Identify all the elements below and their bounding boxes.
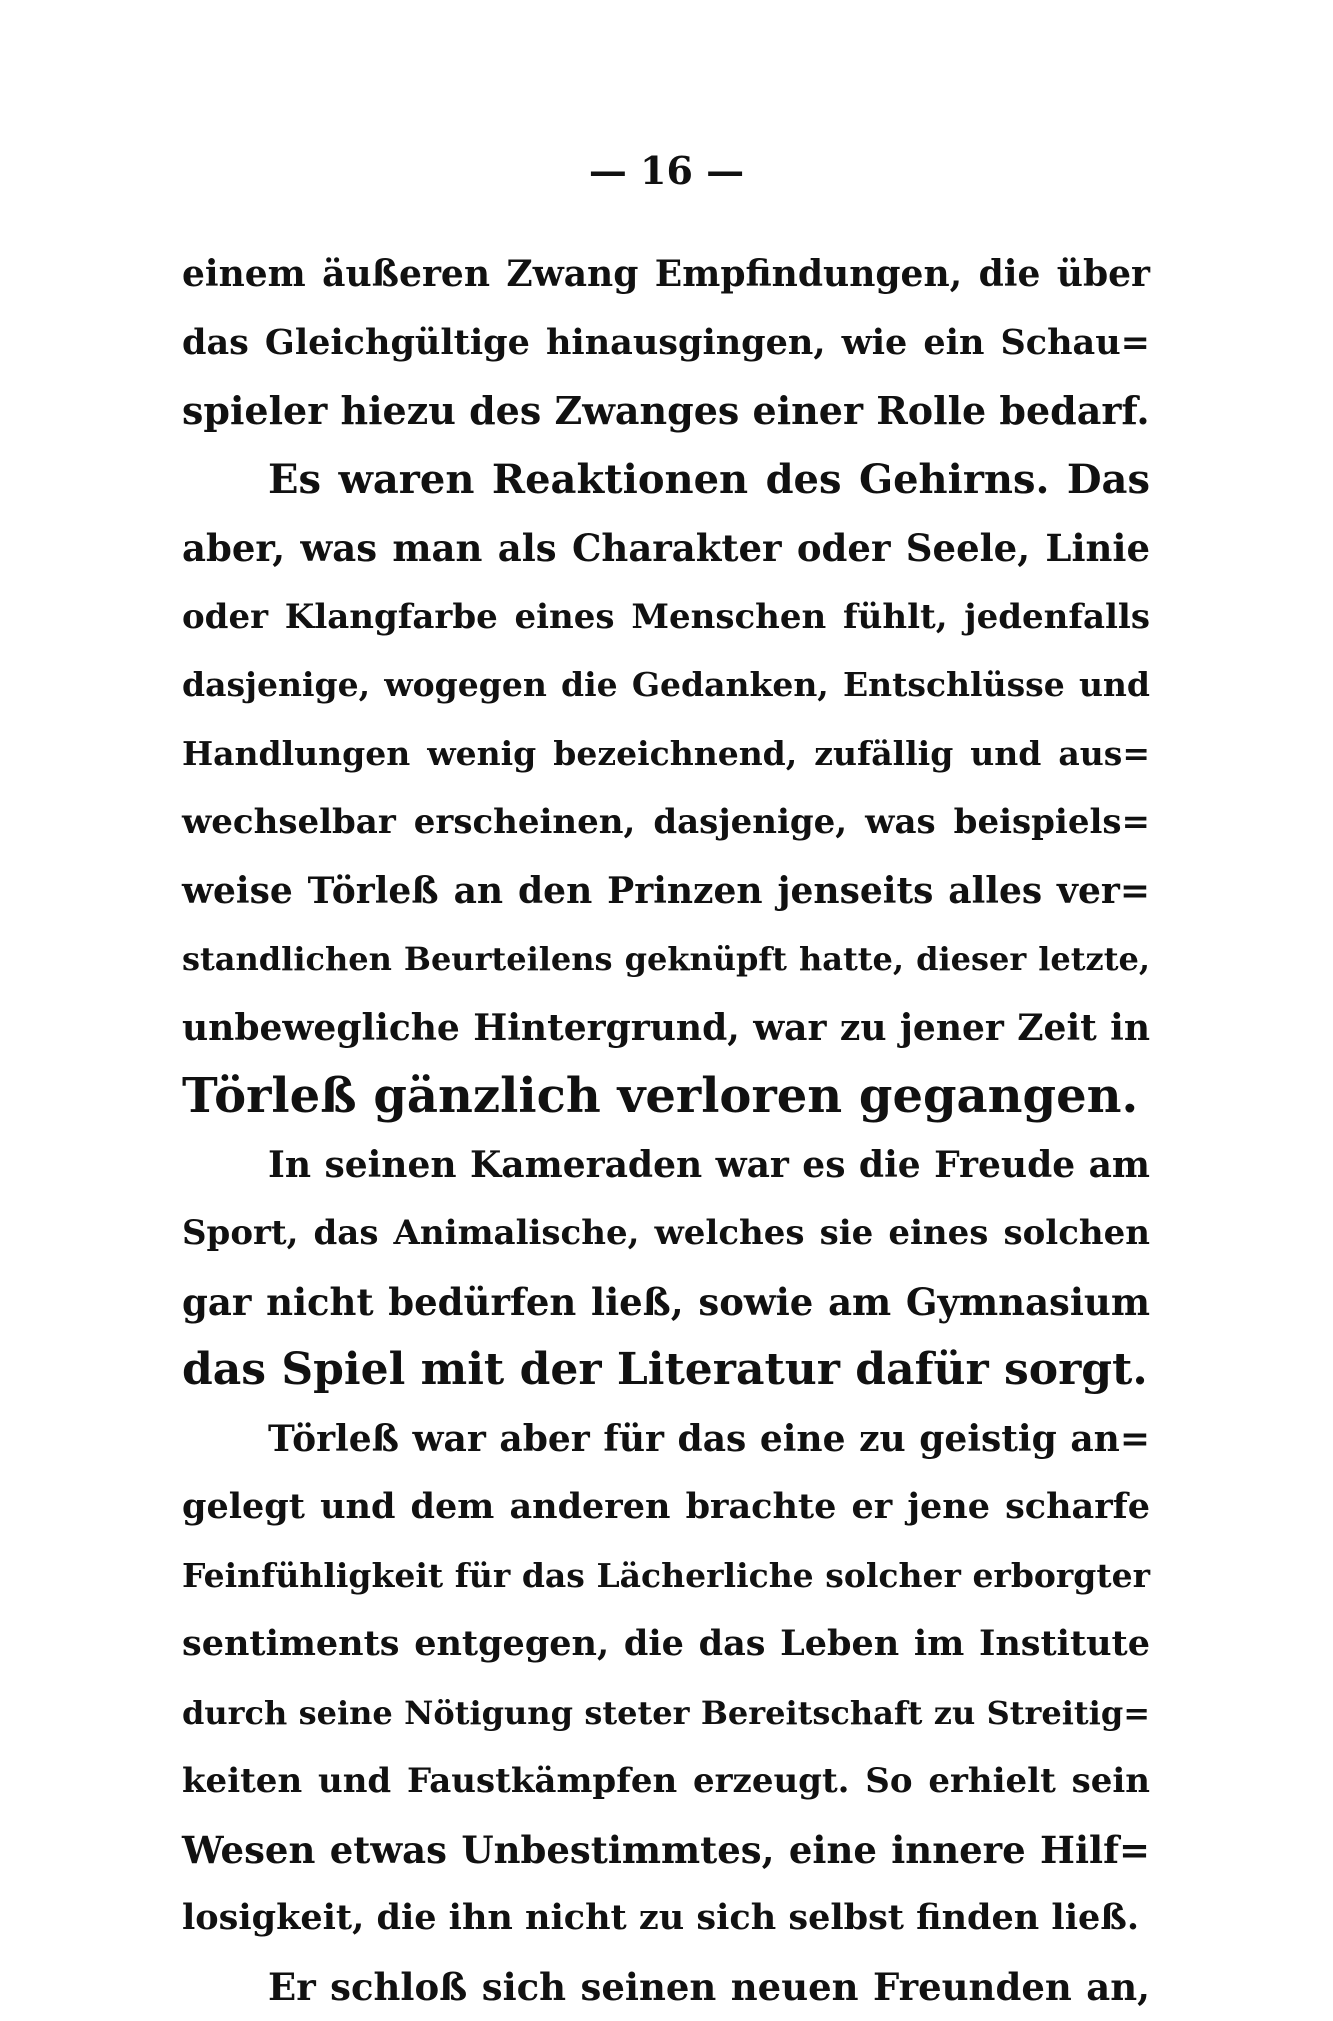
body-text (182, 240, 1150, 2021)
text-line: dasjenige, wogegen die Gedanken, Entschlüsse und (182, 651, 1150, 720)
text-line: losigkeit, die ihn nicht zu sich selbst finden ließ. (182, 1884, 1150, 1953)
text-line: Handlungen wenig bezeichnend, zufällig und aus= (182, 720, 1150, 789)
text-line: keiten und Faustkämpfen erzeugt. So erhielt sein (182, 1747, 1150, 1816)
text-line: Törleß gänzlich verloren gegangen. (182, 1062, 1150, 1131)
text-line: aber, was man als Charakter oder Seele, Linie (182, 514, 1150, 583)
text-line: standlichen Beurteilens geknüpft hatte, dieser letzte, (182, 925, 1150, 994)
text-line: Törleß war aber für das eine zu geistig an= (182, 1405, 1150, 1474)
text-line: Wesen etwas Unbestimmtes, eine innere Hilf= (182, 1816, 1150, 1885)
text-line: gelegt und dem anderen brachte er jene scharfe (182, 1473, 1150, 1542)
page-number: — 16 — (0, 148, 1333, 193)
text-line: Feinfühligkeit für das Lächerliche solcher erborgter (182, 1542, 1150, 1611)
text-line: unbewegliche Hintergrund, war zu jener Zeit in (182, 994, 1150, 1063)
text-line: Er schloß sich seinen neuen Freunden an, (182, 1953, 1150, 2021)
text-line: wechselbar erscheinen, dasjenige, was beispiels= (182, 788, 1150, 857)
text-line: durch seine Nötigung steter Bereitschaft zu Streitig= (182, 1679, 1150, 1748)
text-line: Sport, das Animalische, welches sie eines solchen (182, 1199, 1150, 1268)
text-line: Es waren Reaktionen des Gehirns. Das (182, 446, 1150, 515)
text-line: In seinen Kameraden war es die Freude am (182, 1131, 1150, 1200)
text-line: spieler hiezu des Zwanges einer Rolle bedarf. (182, 377, 1150, 446)
text-line: sentiments entgegen, die das Leben im Institute (182, 1610, 1150, 1679)
text-line: das Gleichgültige hinausgingen, wie ein Schau= (182, 309, 1150, 378)
text-line: einem äußeren Zwang Empfindungen, die über (182, 240, 1150, 309)
text-line: weise Törleß an den Prinzen jenseits alles ver= (182, 857, 1150, 926)
text-line: das Spiel mit der Literatur dafür sorgt. (182, 1336, 1150, 1405)
text-line: oder Klangfarbe eines Menschen fühlt, jedenfalls (182, 583, 1150, 652)
text-line: gar nicht bedürfen ließ, sowie am Gymnasium (182, 1268, 1150, 1337)
